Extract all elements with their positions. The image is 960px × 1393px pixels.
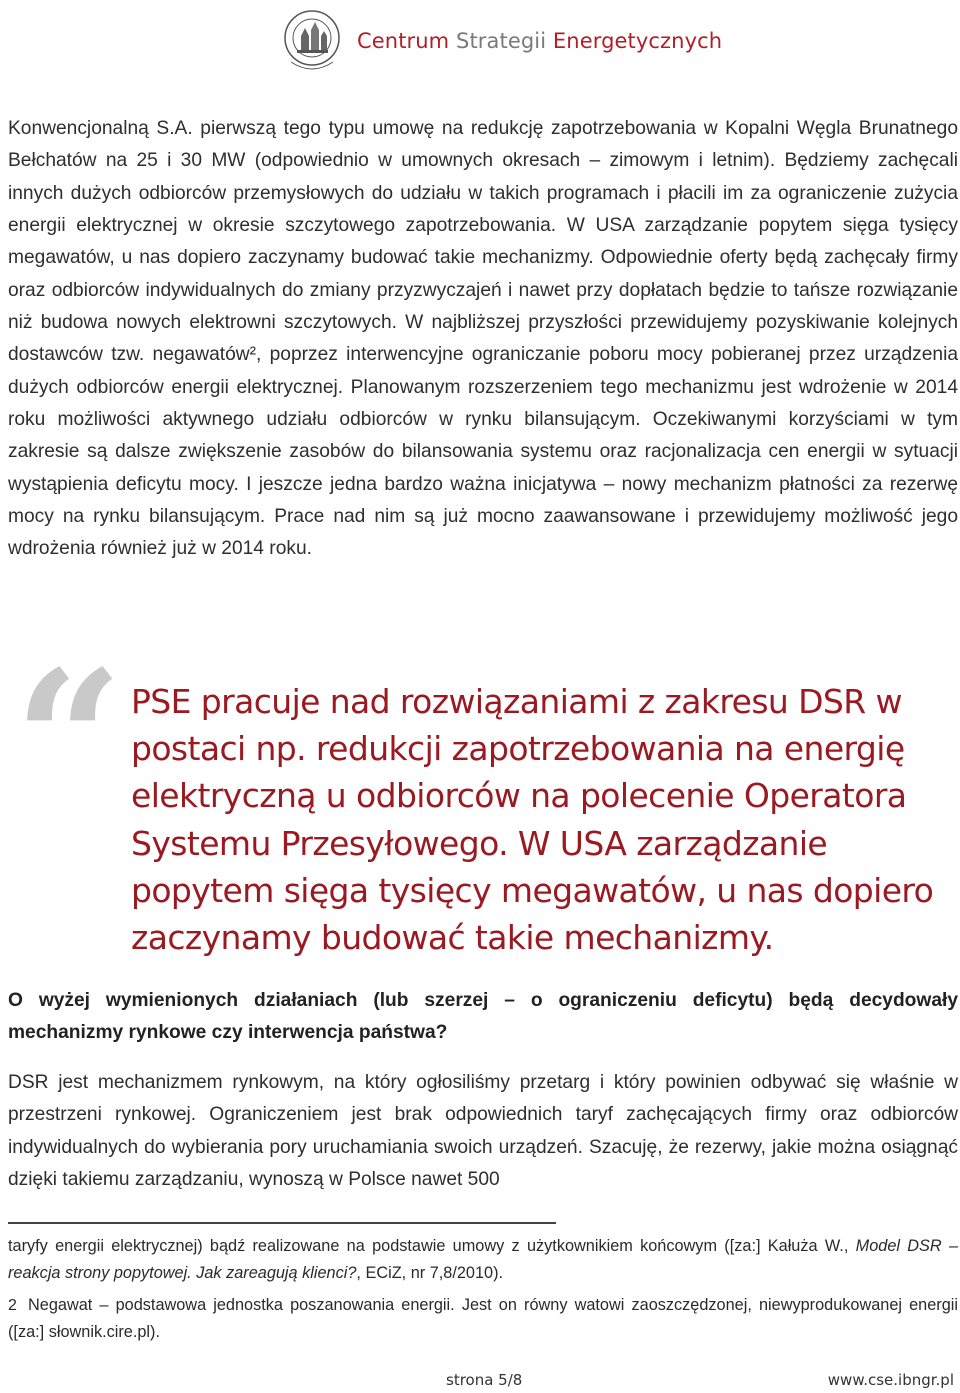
institute-seal-logo	[283, 6, 341, 76]
page-number: strona 5/8	[446, 1371, 523, 1389]
org-name	[357, 29, 722, 53]
footnote-divider	[8, 1222, 556, 1224]
footnote-1-title: Model DSR – reakcja strony popytowej. Jak zareagują klienci?	[8, 1237, 959, 1282]
footnote-2-number: 2	[8, 1297, 17, 1314]
footer-url-link[interactable]: www.cse.ibngr.pl	[827, 1371, 954, 1389]
org-name-part3: Energetycznych	[552, 29, 723, 53]
quote-mark-icon: “	[14, 629, 124, 852]
body-paragraph: Konwencjonalną S.A. pierwszą tego typu umowę na redukcję zapotrzebowania w Kopalni Węgla Brunatnego Bełchatów na 25 i 30 MW (odpowiednio w umownych okresach – zimowym i letnim). Będziemy zachęcali innych dużych odbiorców przemysłowych do udziału w takich programach i płacili im za ograniczenie zużycia energii elektrycznej w okresie szczytowego zapotrzebowania. W USA zarządzanie popytem sięga tysięcy megawatów, u nas dopiero zaczynamy budować takie mechanizmy. Odpowiednie oferty będą zachęcały firmy oraz odbiorców indywidualnych do zmiany przyzwyczajeń i nawet przy dopłatach będzie to tańsze rozwiązanie niż budowa nowych elektrowni szczytowych. W najbliższej przyszłości przewidujemy pozyskiwanie kolejnych dostawców tzw. negawatów², poprzez interwencyjne ograniczanie poboru mocy pobieranej przez urządzenia dużych odbiorców energii elektrycznej. Planowanym rozszerzeniem tego mechanizmu jest wdrożenie w 2014 roku możliwości aktywnego udziału odbiorców w rynku bilansującym. Oczekiwanymi korzyściami w tym zakresie są dalsze zwiększenie zasobów do bilansowania systemu oraz racjonalizacja cen energii w sytuacji wystąpienia deficytu mocy. I jeszcze jedna bardzo ważna inicjatywa – nowy mechanizm płatności za rezerwę mocy na rynku bilansującym. Prace nad nim są już mocno zaawansowane i przewidujemy możliwość jego wdrożenia również już w 2014 roku.	[8, 118, 958, 560]
body-paragraph-block	[8, 113, 958, 566]
interview-answer: DSR jest mechanizmem rynkowym, na który ogłosiliśmy przetarg i który powinien odbywać się właśnie w przestrzeni rynkowej. Ograniczeniem jest brak odpowiednich taryf zachęcających firmy oraz odbiorców indywidualnych do wybierania pory uruchamiania swoich urządzeń. Szacuję, że rezerwy, jakie można osiągnąć dzięki takiemu zarządzaniu, wynoszą w Polsce nawet 500	[8, 1072, 958, 1191]
footnote-2	[8, 1292, 958, 1346]
org-name-part2: Strategii	[456, 29, 553, 53]
footnote-1-text: taryfy energii elektrycznej) bądź realizowane na podstawie umowy z użytkownikiem końcowym ([za:] Kałuża W.,	[8, 1237, 856, 1255]
footnote-1	[8, 1233, 958, 1287]
pull-quote: PSE pracuje nad rozwiązaniami z zakresu DSR w postaci np. redukcji zapotrzebowania na energię elektryczną u odbiorców na polecenie Operatora Systemu Przesyłowego. W USA zarządzanie popytem sięga tysięcy megawatów, u nas dopiero zaczynamy budować takie mechanizmy.	[131, 682, 934, 958]
interview-question: O wyżej wymienionych działaniach (lub szerzej – o ograniczeniu deficytu) będą decydowały mechanizmy rynkowe czy interwencja państwa?	[8, 990, 958, 1043]
footnotes	[8, 1233, 958, 1346]
footnote-1-tail: , ECiZ, nr 7,8/2010).	[356, 1264, 504, 1282]
org-name-part1: Centrum	[357, 29, 457, 53]
page-header	[0, 0, 960, 90]
footnote-2-text: Negawat – podstawowa jednostka poszanowania energii. Jest on równy watowi zaoszczędzonej, niewyprodukowanej energii ([za:] słownik.cire.pl).	[8, 1296, 958, 1341]
